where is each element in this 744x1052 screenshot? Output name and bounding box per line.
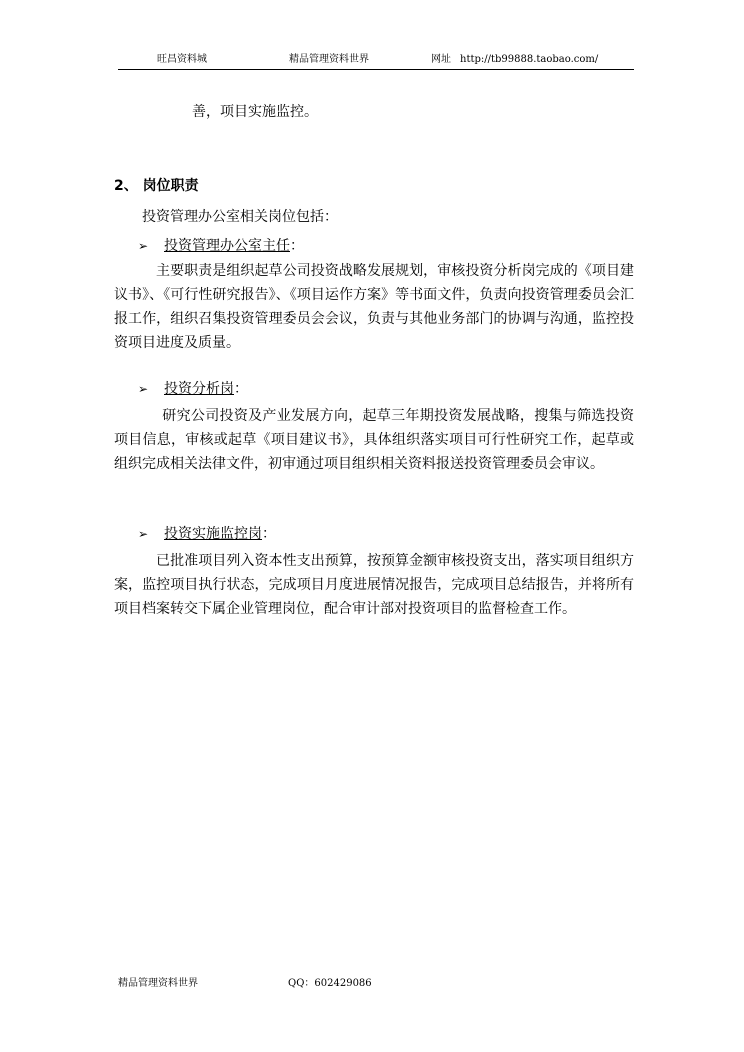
- footer-qq: QQ：602429086: [288, 978, 372, 989]
- role-colon: ：: [262, 526, 276, 542]
- role-item-director: [138, 235, 304, 255]
- role-title: 投资管理办公室主任: [164, 238, 290, 254]
- role-colon: ：: [234, 381, 248, 397]
- role-item-analyst: [138, 378, 248, 398]
- role-title: 投资分析岗: [164, 381, 234, 397]
- header-url-label: 网址: [431, 54, 451, 65]
- header-shop-name: 旺昌资料城: [157, 54, 207, 65]
- role-title: 投资实施监控岗: [164, 526, 262, 542]
- arrow-bullet-icon: ➢: [138, 382, 149, 396]
- role-description: 研究公司投资及产业发展方向，起草三年期投资发展战略，搜集与筛选投资项目信息，审核或起草《项目建议书》，具体组织落实项目可行性研究工作，起草或组织完成相关法律文件，初审通过项目组织相关资料报送投资管理委员会审议。: [114, 408, 634, 472]
- role-colon: ：: [290, 238, 304, 254]
- role-description: 已批准项目列入资本性支出预算，按预算金额审核投资支出，落实项目组织方案，监控项目执行状态，完成项目月度进展情况报告，完成项目总结报告，并将所有项目档案转交下属企业管理岗位，配合审计部对投资项目的监督检查工作。: [114, 553, 634, 617]
- arrow-bullet-icon: ➢: [138, 239, 149, 253]
- continuation-line: 善，项目实施监控。: [192, 104, 318, 120]
- role-item-monitor: [138, 523, 276, 543]
- header-site-name: 精品管理资料世界: [289, 54, 369, 65]
- arrow-bullet-icon: ➢: [138, 527, 149, 541]
- intro-line: 投资管理办公室相关岗位包括：: [142, 209, 338, 225]
- page-header: [118, 52, 634, 70]
- role-description: 主要职责是组织起草公司投资战略发展规划，审核投资分析岗完成的《项目建议书》、《可行性研究报告》、《项目运作方案》等书面文件，负责向投资管理委员会汇报工作，组织召集投资管理委员会会议，负责与其他业务部门的协调与沟通，监控投资项目进度及质量。: [114, 263, 634, 351]
- footer-site-name: 精品管理资料世界: [118, 978, 198, 989]
- section-heading: 2、 岗位职责: [114, 178, 199, 194]
- header-url[interactable]: http://tb99888.taobao.com/: [460, 54, 599, 65]
